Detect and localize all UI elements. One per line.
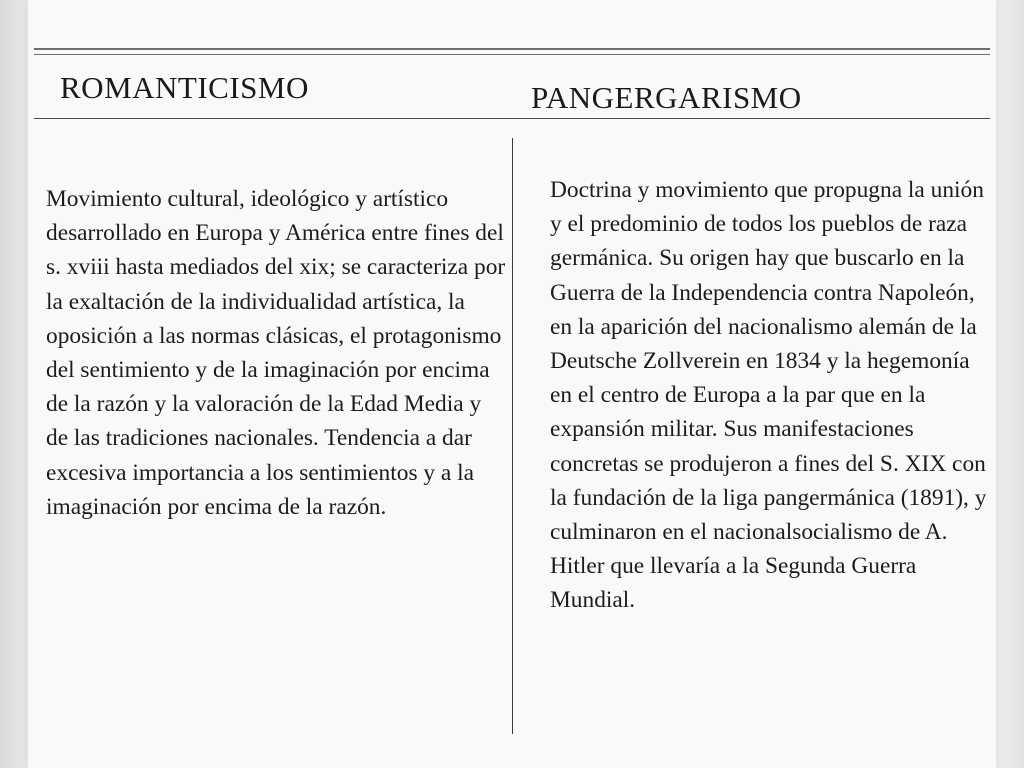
right-definition-text: Doctrina y movimiento que propugna la unión y el predominio de todos los pueblos de raza germánica. Su origen hay que buscarlo en la Guerra de la Independencia contra Napoleón, en la aparición del nacionalismo alemán de la Deutsche Zollverein en 1834 y la hegemonía en el centro de Europa a la par que en la expansión militar. Sus manifestaciones concretas se produjeron a fines del S. XIX con la fundación de la liga pangermánica (1891), y culminaron en el nacionalsocialismo de A. Hitler que llevaría a la Segunda Guerra Mundial.	[550, 177, 987, 614]
left-definition-text: Movimiento cultural, ideológico y artístico desarrollado en Europa y América entre fines del s. xviii hasta mediados del xix; se caracteriza por la exaltación de la individualidad artística, la oposición a las normas clásicas, el protagonismo del sentimiento y de la imaginación por encima de la razón y la valoración de la Edad Media y de las tradiciones nacionales. Tendencia a dar excesiva importancia a los sentimientos y a la imaginación por encima de la razón.	[46, 186, 506, 520]
top-double-rule-upper	[34, 48, 990, 50]
left-title: ROMANTICISMO	[60, 70, 309, 105]
column-divider	[512, 138, 513, 734]
top-double-rule-lower	[34, 54, 990, 55]
right-title: PANGERGARISMO	[531, 80, 802, 115]
header-rule	[34, 118, 990, 119]
